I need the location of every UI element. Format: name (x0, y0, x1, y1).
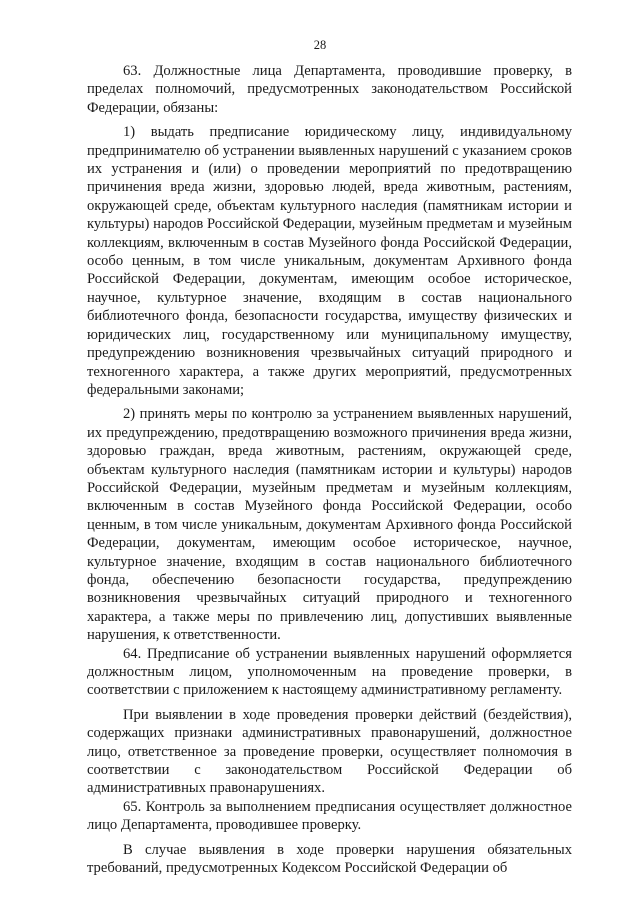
paragraph-64-violations: При выявлении в ходе проведения проверки действий (бездействия), содержащих признаки административных правонарушений, должностное лицо, ответственное за проведение проверки, осуществляет полномочия в соответствии с законодательством Российской Федерации об административных правонарушениях. (87, 706, 572, 797)
paragraph-63-item-2: 2) принять меры по контролю за устранением выявленных нарушений, их предупреждению, предотвращению возможного причинения вреда жизни, здоровью граждан, вреда животным, растениям, окружающей среде, объектам культурного наследия (памятникам истории и культуры) народов Российской Федерации, музейным предметам и музейным коллекциям, включенным в состав Музейного фонда Российской Федерации, особо ценным, в том числе уникальным, документам Архивного фонда Российской Федерации, документам, имеющим особое историческое, научное, культурное значение, входящим в состав национального библиотечного фонда, обеспечению безопасности государства, предупреждению возникновения чрезвычайных ситуаций природного и техногенного характера, а также меры по привлечению лиц, допустивших выявленные нарушения, к ответственности. (87, 406, 572, 644)
paragraph-63: 63. Должностные лица Департамента, проводившие проверку, в пределах полномочий, предусмотренных законодательством Российской Федерации, обязаны: (87, 63, 572, 116)
paragraph-65-requirements: В случае выявления в ходе проверки нарушения обязательных требований, предусмотренных Кодексом Российской Федерации об (87, 841, 572, 877)
document-body (87, 62, 572, 877)
paragraph-65: 65. Контроль за выполнением предписания осуществляет должностное лицо Департамента, проводившее проверку. (87, 798, 572, 834)
page-number: 28 (313, 38, 327, 52)
paragraph-63-item-1: 1) выдать предписание юридическому лицу, индивидуальному предпринимателю об устранении выявленных нарушений с указанием сроков их устранения и (или) о проведении мероприятий по предотвращению причинения вреда жизни, здоровью людей, вреда животным, растениям, окружающей среде, объектам культурного наследия (памятникам истории и культуры) народов Российской Федерации, музейным предметам и музейным коллекциям, включенным в состав Музейного фонда Российской Федерации, особо ценным, в том числе уникальным, документам Архивного фонда Российской Федерации, документам, имеющим особое историческое, научное, культурное значение, входящим в состав национального библиотечного фонда, безопасности государства, имуществу физических и юридических лиц, государственному или муниципальному имуществу, предупреждению возникновения чрезвычайных ситуаций природного и техногенного характера, а также других мероприятий, предусмотренных федеральными законами; (87, 124, 572, 398)
paragraph-64: 64. Предписание об устранении выявленных нарушений оформляется должностным лицом, уполномоченным на проведение проверки, в соответствии с приложением к настоящему административному регламенту. (87, 645, 572, 699)
